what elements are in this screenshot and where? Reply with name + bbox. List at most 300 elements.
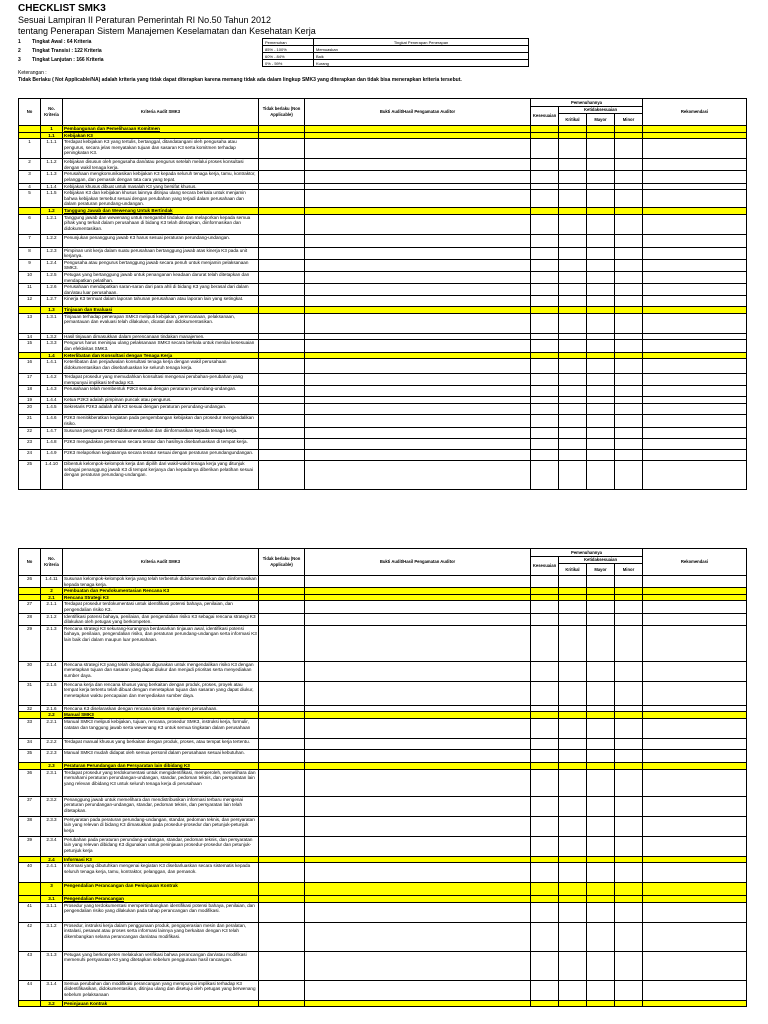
kritikal-cell[interactable] bbox=[559, 284, 587, 296]
kesesuaian-cell[interactable] bbox=[531, 404, 559, 415]
evidence-cell[interactable] bbox=[305, 863, 531, 883]
na-cell[interactable] bbox=[259, 404, 305, 415]
na-cell[interactable] bbox=[259, 450, 305, 461]
na-cell[interactable] bbox=[259, 259, 305, 271]
kritikal-cell[interactable] bbox=[559, 313, 587, 333]
minor-cell[interactable] bbox=[615, 271, 643, 283]
na-cell[interactable] bbox=[259, 374, 305, 386]
na-cell[interactable] bbox=[259, 386, 305, 397]
kesesuaian-cell[interactable] bbox=[531, 922, 559, 951]
na-cell[interactable] bbox=[259, 762, 305, 769]
mayor-cell[interactable] bbox=[587, 922, 615, 951]
kesesuaian-cell[interactable] bbox=[531, 594, 559, 601]
evidence-cell[interactable] bbox=[305, 896, 531, 903]
rekomendasi-cell[interactable] bbox=[643, 352, 747, 359]
kritikal-cell[interactable] bbox=[559, 428, 587, 439]
evidence-cell[interactable] bbox=[305, 461, 531, 490]
evidence-cell[interactable] bbox=[305, 126, 531, 133]
evidence-cell[interactable] bbox=[305, 159, 531, 171]
na-cell[interactable] bbox=[259, 816, 305, 836]
kritikal-cell[interactable] bbox=[559, 214, 587, 234]
rekomendasi-cell[interactable] bbox=[643, 705, 747, 712]
na-cell[interactable] bbox=[259, 333, 305, 340]
mayor-cell[interactable] bbox=[587, 352, 615, 359]
kritikal-cell[interactable] bbox=[559, 333, 587, 340]
mayor-cell[interactable] bbox=[587, 856, 615, 863]
rekomendasi-cell[interactable] bbox=[643, 613, 747, 625]
na-cell[interactable] bbox=[259, 1000, 305, 1007]
evidence-cell[interactable] bbox=[305, 836, 531, 856]
kesesuaian-cell[interactable] bbox=[531, 132, 559, 139]
kritikal-cell[interactable] bbox=[559, 681, 587, 705]
kesesuaian-cell[interactable] bbox=[531, 183, 559, 190]
minor-cell[interactable] bbox=[615, 139, 643, 159]
kritikal-cell[interactable] bbox=[559, 132, 587, 139]
na-cell[interactable] bbox=[259, 749, 305, 762]
mayor-cell[interactable] bbox=[587, 749, 615, 762]
kesesuaian-cell[interactable] bbox=[531, 576, 559, 588]
rekomendasi-cell[interactable] bbox=[643, 234, 747, 247]
na-cell[interactable] bbox=[259, 601, 305, 613]
na-cell[interactable] bbox=[259, 588, 305, 595]
kritikal-cell[interactable] bbox=[559, 749, 587, 762]
kritikal-cell[interactable] bbox=[559, 738, 587, 749]
na-cell[interactable] bbox=[259, 126, 305, 133]
na-cell[interactable] bbox=[259, 296, 305, 307]
kesesuaian-cell[interactable] bbox=[531, 601, 559, 613]
na-cell[interactable] bbox=[259, 594, 305, 601]
kesesuaian-cell[interactable] bbox=[531, 313, 559, 333]
kritikal-cell[interactable] bbox=[559, 613, 587, 625]
kritikal-cell[interactable] bbox=[559, 439, 587, 450]
evidence-cell[interactable] bbox=[305, 234, 531, 247]
rekomendasi-cell[interactable] bbox=[643, 214, 747, 234]
na-cell[interactable] bbox=[259, 951, 305, 980]
minor-cell[interactable] bbox=[615, 762, 643, 769]
evidence-cell[interactable] bbox=[305, 183, 531, 190]
kesesuaian-cell[interactable] bbox=[531, 718, 559, 738]
mayor-cell[interactable] bbox=[587, 883, 615, 896]
rekomendasi-cell[interactable] bbox=[643, 980, 747, 1000]
na-cell[interactable] bbox=[259, 397, 305, 404]
minor-cell[interactable] bbox=[615, 207, 643, 214]
mayor-cell[interactable] bbox=[587, 951, 615, 980]
na-cell[interactable] bbox=[259, 896, 305, 903]
kesesuaian-cell[interactable] bbox=[531, 705, 559, 712]
mayor-cell[interactable] bbox=[587, 171, 615, 183]
rekomendasi-cell[interactable] bbox=[643, 159, 747, 171]
evidence-cell[interactable] bbox=[305, 712, 531, 719]
na-cell[interactable] bbox=[259, 214, 305, 234]
rekomendasi-cell[interactable] bbox=[643, 271, 747, 283]
kritikal-cell[interactable] bbox=[559, 259, 587, 271]
rekomendasi-cell[interactable] bbox=[643, 374, 747, 386]
evidence-cell[interactable] bbox=[305, 415, 531, 428]
kesesuaian-cell[interactable] bbox=[531, 896, 559, 903]
mayor-cell[interactable] bbox=[587, 207, 615, 214]
rekomendasi-cell[interactable] bbox=[643, 625, 747, 661]
minor-cell[interactable] bbox=[615, 313, 643, 333]
na-cell[interactable] bbox=[259, 132, 305, 139]
evidence-cell[interactable] bbox=[305, 139, 531, 159]
rekomendasi-cell[interactable] bbox=[643, 126, 747, 133]
mayor-cell[interactable] bbox=[587, 594, 615, 601]
rekomendasi-cell[interactable] bbox=[643, 139, 747, 159]
minor-cell[interactable] bbox=[615, 259, 643, 271]
kritikal-cell[interactable] bbox=[559, 340, 587, 352]
kesesuaian-cell[interactable] bbox=[531, 340, 559, 352]
evidence-cell[interactable] bbox=[305, 333, 531, 340]
mayor-cell[interactable] bbox=[587, 284, 615, 296]
minor-cell[interactable] bbox=[615, 374, 643, 386]
evidence-cell[interactable] bbox=[305, 738, 531, 749]
kesesuaian-cell[interactable] bbox=[531, 207, 559, 214]
rekomendasi-cell[interactable] bbox=[643, 296, 747, 307]
minor-cell[interactable] bbox=[615, 902, 643, 922]
minor-cell[interactable] bbox=[615, 386, 643, 397]
kritikal-cell[interactable] bbox=[559, 307, 587, 314]
evidence-cell[interactable] bbox=[305, 284, 531, 296]
mayor-cell[interactable] bbox=[587, 439, 615, 450]
kesesuaian-cell[interactable] bbox=[531, 762, 559, 769]
na-cell[interactable] bbox=[259, 284, 305, 296]
evidence-cell[interactable] bbox=[305, 247, 531, 259]
evidence-cell[interactable] bbox=[305, 450, 531, 461]
na-cell[interactable] bbox=[259, 576, 305, 588]
evidence-cell[interactable] bbox=[305, 816, 531, 836]
minor-cell[interactable] bbox=[615, 428, 643, 439]
na-cell[interactable] bbox=[259, 681, 305, 705]
na-cell[interactable] bbox=[259, 712, 305, 719]
minor-cell[interactable] bbox=[615, 796, 643, 816]
kritikal-cell[interactable] bbox=[559, 139, 587, 159]
evidence-cell[interactable] bbox=[305, 214, 531, 234]
kritikal-cell[interactable] bbox=[559, 359, 587, 374]
kritikal-cell[interactable] bbox=[559, 712, 587, 719]
mayor-cell[interactable] bbox=[587, 415, 615, 428]
mayor-cell[interactable] bbox=[587, 576, 615, 588]
kritikal-cell[interactable] bbox=[559, 461, 587, 490]
evidence-cell[interactable] bbox=[305, 922, 531, 951]
na-cell[interactable] bbox=[259, 359, 305, 374]
mayor-cell[interactable] bbox=[587, 796, 615, 816]
minor-cell[interactable] bbox=[615, 601, 643, 613]
na-cell[interactable] bbox=[259, 769, 305, 796]
na-cell[interactable] bbox=[259, 183, 305, 190]
evidence-cell[interactable] bbox=[305, 749, 531, 762]
kritikal-cell[interactable] bbox=[559, 816, 587, 836]
mayor-cell[interactable] bbox=[587, 307, 615, 314]
kritikal-cell[interactable] bbox=[559, 922, 587, 951]
evidence-cell[interactable] bbox=[305, 397, 531, 404]
rekomendasi-cell[interactable] bbox=[643, 594, 747, 601]
mayor-cell[interactable] bbox=[587, 340, 615, 352]
rekomendasi-cell[interactable] bbox=[643, 415, 747, 428]
mayor-cell[interactable] bbox=[587, 190, 615, 208]
minor-cell[interactable] bbox=[615, 1000, 643, 1007]
rekomendasi-cell[interactable] bbox=[643, 333, 747, 340]
minor-cell[interactable] bbox=[615, 183, 643, 190]
minor-cell[interactable] bbox=[615, 588, 643, 595]
na-cell[interactable] bbox=[259, 247, 305, 259]
kritikal-cell[interactable] bbox=[559, 576, 587, 588]
na-cell[interactable] bbox=[259, 738, 305, 749]
na-cell[interactable] bbox=[259, 207, 305, 214]
mayor-cell[interactable] bbox=[587, 902, 615, 922]
minor-cell[interactable] bbox=[615, 738, 643, 749]
kritikal-cell[interactable] bbox=[559, 980, 587, 1000]
mayor-cell[interactable] bbox=[587, 386, 615, 397]
rekomendasi-cell[interactable] bbox=[643, 284, 747, 296]
mayor-cell[interactable] bbox=[587, 271, 615, 283]
minor-cell[interactable] bbox=[615, 450, 643, 461]
minor-cell[interactable] bbox=[615, 836, 643, 856]
mayor-cell[interactable] bbox=[587, 705, 615, 712]
rekomendasi-cell[interactable] bbox=[643, 1000, 747, 1007]
kesesuaian-cell[interactable] bbox=[531, 284, 559, 296]
mayor-cell[interactable] bbox=[587, 816, 615, 836]
kesesuaian-cell[interactable] bbox=[531, 359, 559, 374]
kritikal-cell[interactable] bbox=[559, 796, 587, 816]
evidence-cell[interactable] bbox=[305, 902, 531, 922]
na-cell[interactable] bbox=[259, 234, 305, 247]
evidence-cell[interactable] bbox=[305, 718, 531, 738]
evidence-cell[interactable] bbox=[305, 796, 531, 816]
kritikal-cell[interactable] bbox=[559, 896, 587, 903]
na-cell[interactable] bbox=[259, 439, 305, 450]
rekomendasi-cell[interactable] bbox=[643, 397, 747, 404]
rekomendasi-cell[interactable] bbox=[643, 951, 747, 980]
rekomendasi-cell[interactable] bbox=[643, 340, 747, 352]
kesesuaian-cell[interactable] bbox=[531, 374, 559, 386]
evidence-cell[interactable] bbox=[305, 271, 531, 283]
evidence-cell[interactable] bbox=[305, 588, 531, 595]
minor-cell[interactable] bbox=[615, 896, 643, 903]
rekomendasi-cell[interactable] bbox=[643, 712, 747, 719]
kesesuaian-cell[interactable] bbox=[531, 738, 559, 749]
evidence-cell[interactable] bbox=[305, 132, 531, 139]
kritikal-cell[interactable] bbox=[559, 234, 587, 247]
evidence-cell[interactable] bbox=[305, 769, 531, 796]
minor-cell[interactable] bbox=[615, 856, 643, 863]
kritikal-cell[interactable] bbox=[559, 836, 587, 856]
rekomendasi-cell[interactable] bbox=[643, 428, 747, 439]
kritikal-cell[interactable] bbox=[559, 705, 587, 712]
minor-cell[interactable] bbox=[615, 816, 643, 836]
kritikal-cell[interactable] bbox=[559, 397, 587, 404]
mayor-cell[interactable] bbox=[587, 1000, 615, 1007]
rekomendasi-cell[interactable] bbox=[643, 313, 747, 333]
mayor-cell[interactable] bbox=[587, 588, 615, 595]
na-cell[interactable] bbox=[259, 171, 305, 183]
evidence-cell[interactable] bbox=[305, 404, 531, 415]
minor-cell[interactable] bbox=[615, 863, 643, 883]
minor-cell[interactable] bbox=[615, 661, 643, 681]
na-cell[interactable] bbox=[259, 625, 305, 661]
kritikal-cell[interactable] bbox=[559, 415, 587, 428]
kesesuaian-cell[interactable] bbox=[531, 712, 559, 719]
rekomendasi-cell[interactable] bbox=[643, 439, 747, 450]
minor-cell[interactable] bbox=[615, 284, 643, 296]
mayor-cell[interactable] bbox=[587, 613, 615, 625]
kesesuaian-cell[interactable] bbox=[531, 681, 559, 705]
evidence-cell[interactable] bbox=[305, 613, 531, 625]
kritikal-cell[interactable] bbox=[559, 171, 587, 183]
rekomendasi-cell[interactable] bbox=[643, 661, 747, 681]
kesesuaian-cell[interactable] bbox=[531, 625, 559, 661]
evidence-cell[interactable] bbox=[305, 661, 531, 681]
minor-cell[interactable] bbox=[615, 132, 643, 139]
mayor-cell[interactable] bbox=[587, 333, 615, 340]
mayor-cell[interactable] bbox=[587, 625, 615, 661]
minor-cell[interactable] bbox=[615, 461, 643, 490]
minor-cell[interactable] bbox=[615, 712, 643, 719]
rekomendasi-cell[interactable] bbox=[643, 856, 747, 863]
minor-cell[interactable] bbox=[615, 594, 643, 601]
evidence-cell[interactable] bbox=[305, 340, 531, 352]
kritikal-cell[interactable] bbox=[559, 183, 587, 190]
kesesuaian-cell[interactable] bbox=[531, 856, 559, 863]
kesesuaian-cell[interactable] bbox=[531, 461, 559, 490]
na-cell[interactable] bbox=[259, 705, 305, 712]
kritikal-cell[interactable] bbox=[559, 247, 587, 259]
evidence-cell[interactable] bbox=[305, 296, 531, 307]
na-cell[interactable] bbox=[259, 922, 305, 951]
evidence-cell[interactable] bbox=[305, 594, 531, 601]
evidence-cell[interactable] bbox=[305, 856, 531, 863]
kritikal-cell[interactable] bbox=[559, 951, 587, 980]
kritikal-cell[interactable] bbox=[559, 856, 587, 863]
minor-cell[interactable] bbox=[615, 718, 643, 738]
rekomendasi-cell[interactable] bbox=[643, 247, 747, 259]
rekomendasi-cell[interactable] bbox=[643, 207, 747, 214]
minor-cell[interactable] bbox=[615, 769, 643, 796]
evidence-cell[interactable] bbox=[305, 171, 531, 183]
rekomendasi-cell[interactable] bbox=[643, 386, 747, 397]
mayor-cell[interactable] bbox=[587, 601, 615, 613]
mayor-cell[interactable] bbox=[587, 836, 615, 856]
rekomendasi-cell[interactable] bbox=[643, 681, 747, 705]
minor-cell[interactable] bbox=[615, 340, 643, 352]
minor-cell[interactable] bbox=[615, 307, 643, 314]
kesesuaian-cell[interactable] bbox=[531, 397, 559, 404]
kesesuaian-cell[interactable] bbox=[531, 247, 559, 259]
minor-cell[interactable] bbox=[615, 883, 643, 896]
kesesuaian-cell[interactable] bbox=[531, 769, 559, 796]
na-cell[interactable] bbox=[259, 313, 305, 333]
mayor-cell[interactable] bbox=[587, 247, 615, 259]
rekomendasi-cell[interactable] bbox=[643, 588, 747, 595]
rekomendasi-cell[interactable] bbox=[643, 749, 747, 762]
kesesuaian-cell[interactable] bbox=[531, 450, 559, 461]
na-cell[interactable] bbox=[259, 415, 305, 428]
mayor-cell[interactable] bbox=[587, 374, 615, 386]
rekomendasi-cell[interactable] bbox=[643, 922, 747, 951]
minor-cell[interactable] bbox=[615, 625, 643, 661]
rekomendasi-cell[interactable] bbox=[643, 896, 747, 903]
minor-cell[interactable] bbox=[615, 159, 643, 171]
minor-cell[interactable] bbox=[615, 951, 643, 980]
kritikal-cell[interactable] bbox=[559, 1000, 587, 1007]
rekomendasi-cell[interactable] bbox=[643, 171, 747, 183]
rekomendasi-cell[interactable] bbox=[643, 190, 747, 208]
evidence-cell[interactable] bbox=[305, 352, 531, 359]
kritikal-cell[interactable] bbox=[559, 296, 587, 307]
minor-cell[interactable] bbox=[615, 922, 643, 951]
mayor-cell[interactable] bbox=[587, 359, 615, 374]
mayor-cell[interactable] bbox=[587, 126, 615, 133]
evidence-cell[interactable] bbox=[305, 313, 531, 333]
na-cell[interactable] bbox=[259, 271, 305, 283]
kritikal-cell[interactable] bbox=[559, 883, 587, 896]
minor-cell[interactable] bbox=[615, 171, 643, 183]
na-cell[interactable] bbox=[259, 340, 305, 352]
rekomendasi-cell[interactable] bbox=[643, 307, 747, 314]
minor-cell[interactable] bbox=[615, 397, 643, 404]
minor-cell[interactable] bbox=[615, 749, 643, 762]
rekomendasi-cell[interactable] bbox=[643, 132, 747, 139]
na-cell[interactable] bbox=[259, 856, 305, 863]
minor-cell[interactable] bbox=[615, 980, 643, 1000]
na-cell[interactable] bbox=[259, 307, 305, 314]
mayor-cell[interactable] bbox=[587, 428, 615, 439]
kritikal-cell[interactable] bbox=[559, 661, 587, 681]
rekomendasi-cell[interactable] bbox=[643, 461, 747, 490]
kesesuaian-cell[interactable] bbox=[531, 296, 559, 307]
evidence-cell[interactable] bbox=[305, 439, 531, 450]
evidence-cell[interactable] bbox=[305, 307, 531, 314]
rekomendasi-cell[interactable] bbox=[643, 601, 747, 613]
mayor-cell[interactable] bbox=[587, 863, 615, 883]
mayor-cell[interactable] bbox=[587, 769, 615, 796]
evidence-cell[interactable] bbox=[305, 681, 531, 705]
kesesuaian-cell[interactable] bbox=[531, 386, 559, 397]
mayor-cell[interactable] bbox=[587, 159, 615, 171]
kesesuaian-cell[interactable] bbox=[531, 234, 559, 247]
kesesuaian-cell[interactable] bbox=[531, 428, 559, 439]
kesesuaian-cell[interactable] bbox=[531, 271, 559, 283]
kritikal-cell[interactable] bbox=[559, 450, 587, 461]
minor-cell[interactable] bbox=[615, 415, 643, 428]
kesesuaian-cell[interactable] bbox=[531, 190, 559, 208]
minor-cell[interactable] bbox=[615, 439, 643, 450]
na-cell[interactable] bbox=[259, 718, 305, 738]
kesesuaian-cell[interactable] bbox=[531, 863, 559, 883]
mayor-cell[interactable] bbox=[587, 718, 615, 738]
mayor-cell[interactable] bbox=[587, 712, 615, 719]
evidence-cell[interactable] bbox=[305, 359, 531, 374]
kesesuaian-cell[interactable] bbox=[531, 352, 559, 359]
kesesuaian-cell[interactable] bbox=[531, 439, 559, 450]
evidence-cell[interactable] bbox=[305, 762, 531, 769]
kritikal-cell[interactable] bbox=[559, 386, 587, 397]
rekomendasi-cell[interactable] bbox=[643, 359, 747, 374]
kesesuaian-cell[interactable] bbox=[531, 980, 559, 1000]
kesesuaian-cell[interactable] bbox=[531, 588, 559, 595]
evidence-cell[interactable] bbox=[305, 1000, 531, 1007]
na-cell[interactable] bbox=[259, 796, 305, 816]
evidence-cell[interactable] bbox=[305, 625, 531, 661]
minor-cell[interactable] bbox=[615, 126, 643, 133]
na-cell[interactable] bbox=[259, 428, 305, 439]
mayor-cell[interactable] bbox=[587, 762, 615, 769]
kesesuaian-cell[interactable] bbox=[531, 171, 559, 183]
kesesuaian-cell[interactable] bbox=[531, 816, 559, 836]
kesesuaian-cell[interactable] bbox=[531, 333, 559, 340]
rekomendasi-cell[interactable] bbox=[643, 863, 747, 883]
rekomendasi-cell[interactable] bbox=[643, 404, 747, 415]
rekomendasi-cell[interactable] bbox=[643, 836, 747, 856]
